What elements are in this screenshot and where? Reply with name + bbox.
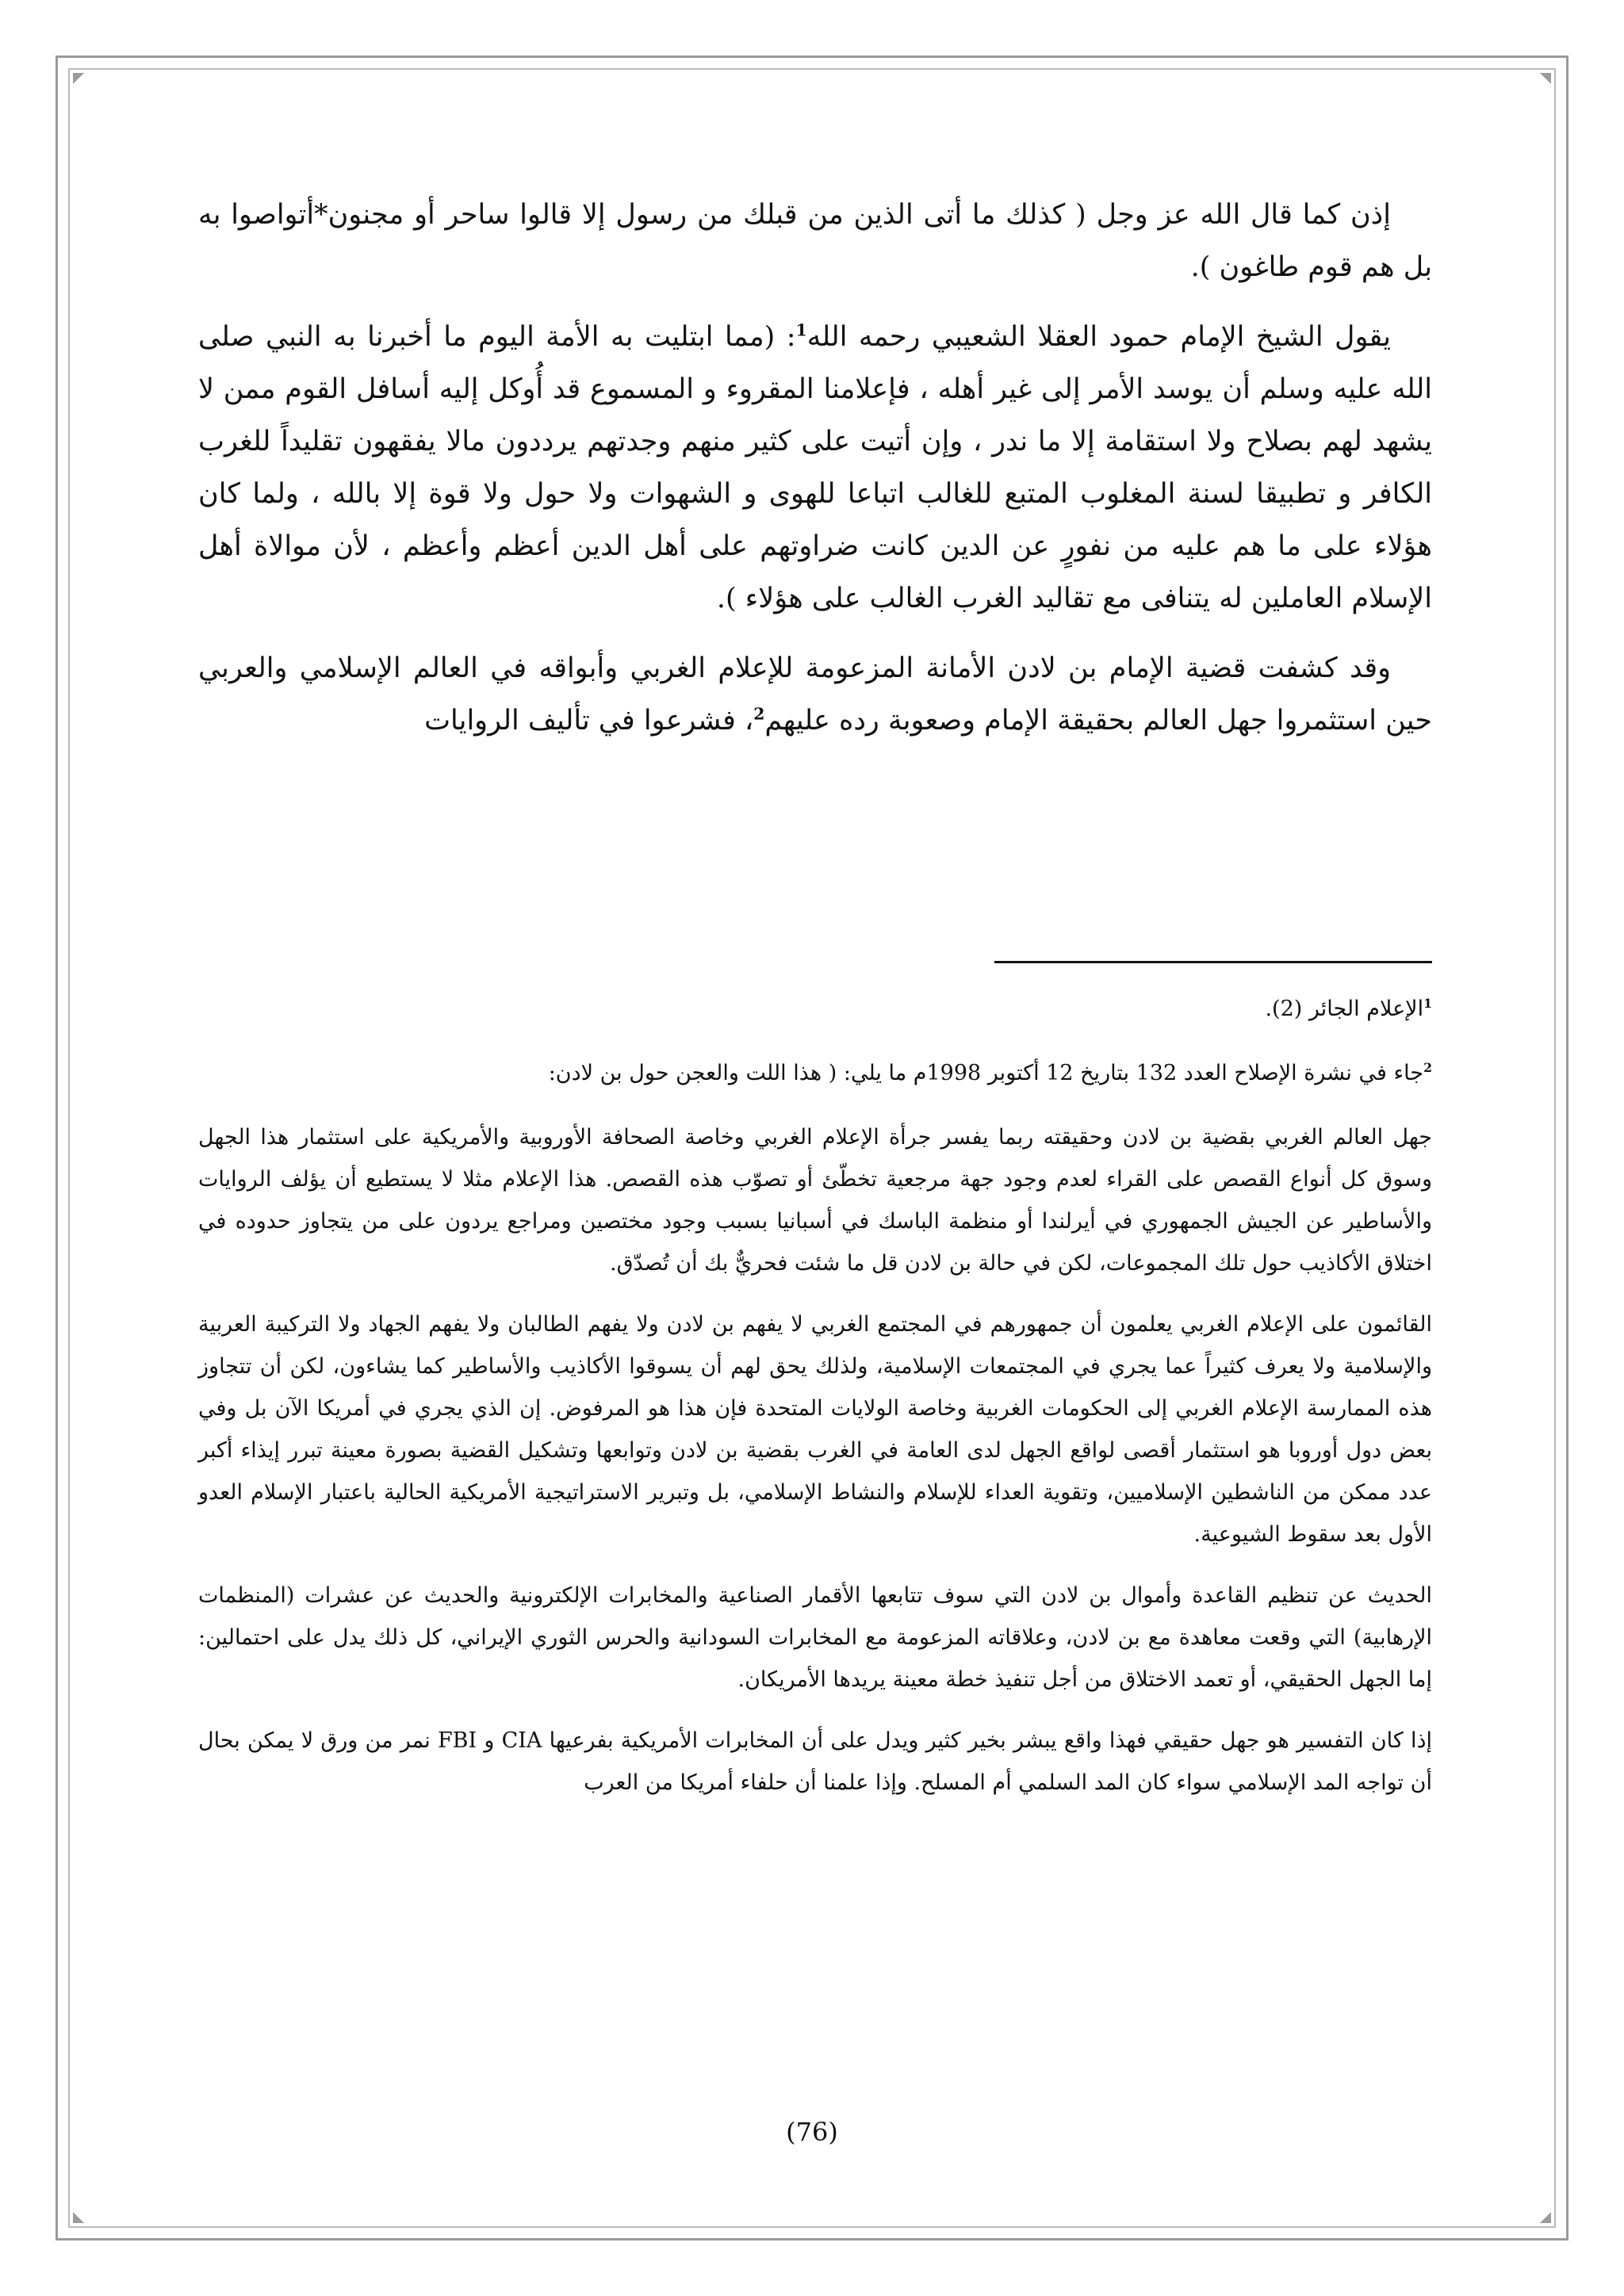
paragraph-bin-laden-case	[198, 642, 1432, 747]
page-number: (76)	[786, 2117, 838, 2147]
footnote-separator	[994, 961, 1432, 963]
footnote-1-text: الإعلام الجائر (2).	[1265, 997, 1424, 1021]
paragraph-shuaibi-intro: يقول الشيخ الإمام حمود العقلا الشعيبي رحمه الله	[806, 321, 1391, 353]
footnote-mark-2: 2	[1423, 1060, 1432, 1075]
paragraph-shuaibi-body: : (مما ابتليت به الأمة اليوم ما أخبرنا به النبي صلى الله عليه وسلم أن يوسد الأمر إلى غير أهله ، فإعلامنا المقروء و المسموع قد أُوكل إليه أسافل القوم ممن لا يشهد لهم بصلاح ولا استقامة إلا ما ندر ، وإن أتيت على كثير منهم وجدتهم يرددون مالا يفقهون تقليداً للغرب الكافر و تطبيقا لسنة المغلوب المتبع للغالب اتباعا للهوى و الشهوات ولا حول ولا قوة إلا بالله ، ولما كان هؤلاء على ما هم عليه من نفورٍ عن الدين كانت ضراوتهم على أهل الدين أعظم وأعظم ، لأن موالاة أهل الإسلام العاملين له يتنافى مع تقاليد الغرب الغالب على هؤلاء ).	[198, 321, 1432, 614]
corner-ornament-top-left	[73, 73, 84, 84]
footnote-quote-paragraph: القائمون على الإعلام الغربي يعلمون أن جمهورهم في المجتمع الغربي لا يفهم بن لادن ولا يفهم الطالبان ولا يفهم الجهاد ولا التركيبة العربية والإسلامية ولا يعرف كثيراً عما يجري في المجتمعات الإسلامية، ولذلك يحق لهم أن يسوقوا الأكاذيب والأساطير كما يشاءون، لكن أن تتجاوز هذه الممارسة الإعلام الغربي إلى الحكومات الغربية وخاصة الولايات المتحدة فإن هذا هو المرفوض. إن الذي يجري في أمريكا الآن بل وفي بعض دول أوروبا هو استثمار أقصى لواقع الجهل لدى العامة في الغرب بقضية بن لادن وتوابعها وتشكيل القضية بصورة معينة تبرر إيذاء أكبر عدد ممكن من الناشطين الإسلاميين، وتقوية العداء للإسلام والنشاط الإسلامي، بل وتبرير الاستراتيجية الأمريكية الحالية باعتبار الإسلام العدو الأول بعد سقوط الشيوعية.	[198, 1312, 1432, 1547]
footnote-2	[198, 1052, 1432, 1094]
corner-ornament-bottom-right	[1540, 2212, 1551, 2223]
footnote-quote-paragraph: إذا كان التفسير هو جهل حقيقي فهذا واقع يبشر بخير كثير ويدل على أن المخابرات الأمريكية بفرعيها CIA و FBI نمر من ورق لا يمكن بحال أن تواجه المد الإسلامي سواء كان المد السلمي أم المسلح. وإذا علمنا أن حلفاء أمريكا من العرب	[198, 1728, 1432, 1795]
corner-ornament-top-right	[1540, 73, 1551, 84]
footnote-mark-1: 1	[1423, 996, 1432, 1011]
footnote-1	[198, 988, 1432, 1030]
main-text	[198, 189, 1432, 764]
paragraph-shuaibi-quote	[198, 311, 1432, 625]
footnotes	[198, 988, 1432, 1823]
paragraph-quran-quote: إذن كما قال الله عز وجل ( كذلك ما أتى الذين من قبلك من رسول إلا قالوا ساحر أو مجنون*أتواصوا به بل هم قوم طاغون ).	[198, 199, 1432, 283]
paragraph-bin-laden-tail: ، فشرعوا في تأليف الروايات	[424, 705, 754, 737]
footnote-ref-2[interactable]: 2	[753, 704, 765, 724]
footnote-ref-1[interactable]: 1	[795, 320, 807, 340]
footnote-quote-paragraph: جهل العالم الغربي بقضية بن لادن وحقيقته ربما يفسر جرأة الإعلام الغربي وخاصة الصحافة الأوروبية والأمريكية على استثمار هذا الجهل وسوق كل أنواع القصص على القراء لعدم وجود جهة مرجعية تخطّئ أو تصوّب هذه القصص. هذا الإعلام مثلا لا يستطيع أن يؤلف الروايات والأساطير عن الجيش الجمهوري في أيرلندا أو منظمة الباسك في أسبانيا بسبب وجود مختصين ومراجع يردون على من يتجاوز حدوده في اختلاق الأكاذيب حول تلك المجموعات، لكن في حالة بن لادن قل ما شئت فحريٌّ بك أن تُصدّق.	[198, 1125, 1432, 1276]
paragraph-bin-laden-body: وقد كشفت قضية الإمام بن لادن الأمانة المزعومة للإعلام الغربي وأبواقه في العالم الإسلامي والعربي حين استثمروا جهل العالم بحقيقة الإمام وصعوبة رده عليهم	[198, 652, 1432, 737]
footnote-quote-paragraph: الحديث عن تنظيم القاعدة وأموال بن لادن التي سوف تتابعها الأقمار الصناعية والمخابرات الإلكترونية والحديث عن عشرات (المنظمات الإرهابية) التي وقعت معاهدة مع بن لادن، وعلاقاته المزعومة مع المخابرات السودانية والحرس الثوري الإيراني، كل ذلك يدل على احتمالين: إما الجهل الحقيقي، أو تعمد الاختلاق من أجل تنفيذ خطة معينة يريدها الأمريكان.	[198, 1583, 1432, 1692]
corner-ornament-bottom-left	[73, 2212, 84, 2223]
footnote-2-text: جاء في نشرة الإصلاح العدد 132 بتاريخ 12 أكتوبر 1998م ما يلي: ( هذا اللت والعجن حول بن لادن:	[548, 1061, 1424, 1085]
